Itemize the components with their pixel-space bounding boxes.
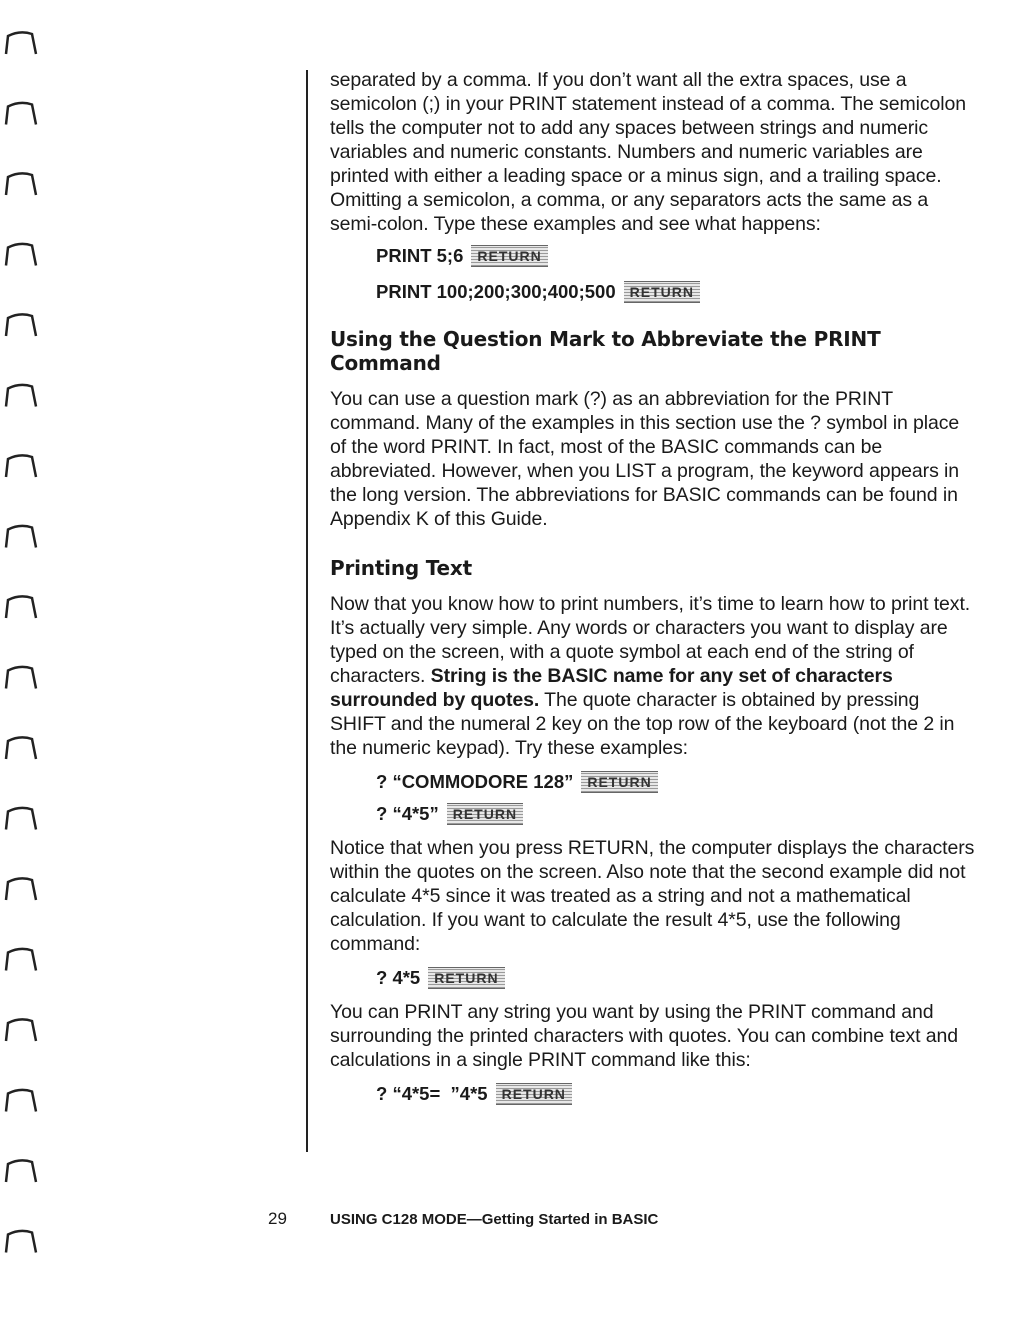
binding-hole: [6, 32, 36, 54]
return-key-icon: RETURN: [496, 1083, 572, 1105]
binding-hole: [6, 737, 36, 759]
code-example-print-5-6: [376, 244, 980, 268]
spiral-binding: [0, 0, 60, 1328]
code-text: ? “4*5= ”4*5: [376, 1083, 488, 1104]
binding-hole: [6, 103, 36, 125]
return-key-icon: RETURN: [447, 803, 523, 825]
binding-hole: [6, 1090, 36, 1112]
margin-rule: [306, 70, 308, 1152]
binding-hole: [6, 667, 36, 689]
binding-hole: [6, 244, 36, 266]
binding-hole: [6, 455, 36, 477]
binding-hole: [6, 1231, 36, 1253]
page-content: [330, 68, 980, 1106]
paragraph-question-mark: You can use a question mark (?) as an abbreviation for the PRINT command. Many of the examples in this section use the ? symbol in place of the word PRINT. In fact, most of the BASIC commands can be abbreviated. However, when you LIST a program, the keyword appears in the long version. The abbreviations for BASIC commands can be found in Appendix K of this Guide.: [330, 388, 960, 530]
binding-hole: [6, 1160, 36, 1182]
page-footer: [268, 1209, 658, 1229]
page-number: 29: [268, 1209, 287, 1228]
text-run: Now that you know how to print numbers, it’s time to learn how to print text. It’s actually very simple. Any words or characters you want to display are typed on the screen, with a quote symbol at each end of the string of characters.: [330, 593, 971, 687]
code-text: ? “COMMODORE 128”: [376, 771, 574, 792]
code-example-combined: [376, 1082, 980, 1106]
code-text: ? “4*5”: [376, 803, 439, 824]
heading-printing-text: Printing Text: [330, 556, 472, 580]
section-title: USING C128 MODE—Getting Started in BASIC: [330, 1211, 659, 1228]
paragraph-combine: You can PRINT any string you want by using the PRINT command and surrounding the printed characters with quotes. You can combine text and calculations in a single PRINT command like this:: [330, 1001, 959, 1071]
return-key-icon: RETURN: [471, 245, 547, 267]
binding-hole: [6, 1019, 36, 1041]
code-text: ? 4*5: [376, 967, 421, 988]
binding-hole: [6, 314, 36, 336]
code-example-print-list: [376, 280, 980, 304]
binding-hole: [6, 173, 36, 195]
binding-hole: [6, 949, 36, 971]
binding-holes: [0, 0, 60, 1328]
binding-hole: [6, 596, 36, 618]
paragraph-separators: separated by a comma. If you don’t want all the extra spaces, use a semicolon (;) in your PRINT statement instead of a comma. The semicolon tells the computer not to add any spaces between strings and numeric variables and numeric constants. Numbers and numeric variables are printed with either a leading space or a minus sign, and a trailing space. Omitting a semicolon, a comma, or any separators acts the same as a semi-colon. Type these examples and see what happens:: [330, 69, 966, 235]
code-text: PRINT 100;200;300;400;500: [376, 281, 616, 302]
code-example-commodore: [376, 770, 980, 794]
bold-definition: String is the BASIC name for any set of characters surrounded by quotes.: [330, 665, 893, 711]
return-key-icon: RETURN: [581, 771, 657, 793]
paragraph-notice: Notice that when you press RETURN, the computer displays the characters within the quotes on the screen. Also note that the second example did not calculate 4*5 since it was treated as a string and not a mathematical calculation. If you want to calculate the result 4*5, use the following command:: [330, 837, 975, 955]
text-run: The quote character is obtained by pressing SHIFT and the numeral 2 key on the top row of the keyboard (not the 2 in the numeric keypad). Try these examples:: [330, 689, 955, 759]
heading-question-mark: Using the Question Mark to Abbreviate the PRINT Command: [330, 327, 881, 375]
return-key-icon: RETURN: [428, 967, 504, 989]
binding-hole: [6, 808, 36, 830]
paragraph-printing-text: [330, 592, 980, 760]
code-example-string-4-5: [376, 802, 980, 826]
return-key-icon: RETURN: [624, 281, 700, 303]
code-example-calc-4-5: [376, 966, 980, 990]
binding-hole: [6, 385, 36, 407]
code-text: PRINT 5;6: [376, 245, 464, 266]
binding-hole: [6, 526, 36, 548]
binding-hole: [6, 878, 36, 900]
